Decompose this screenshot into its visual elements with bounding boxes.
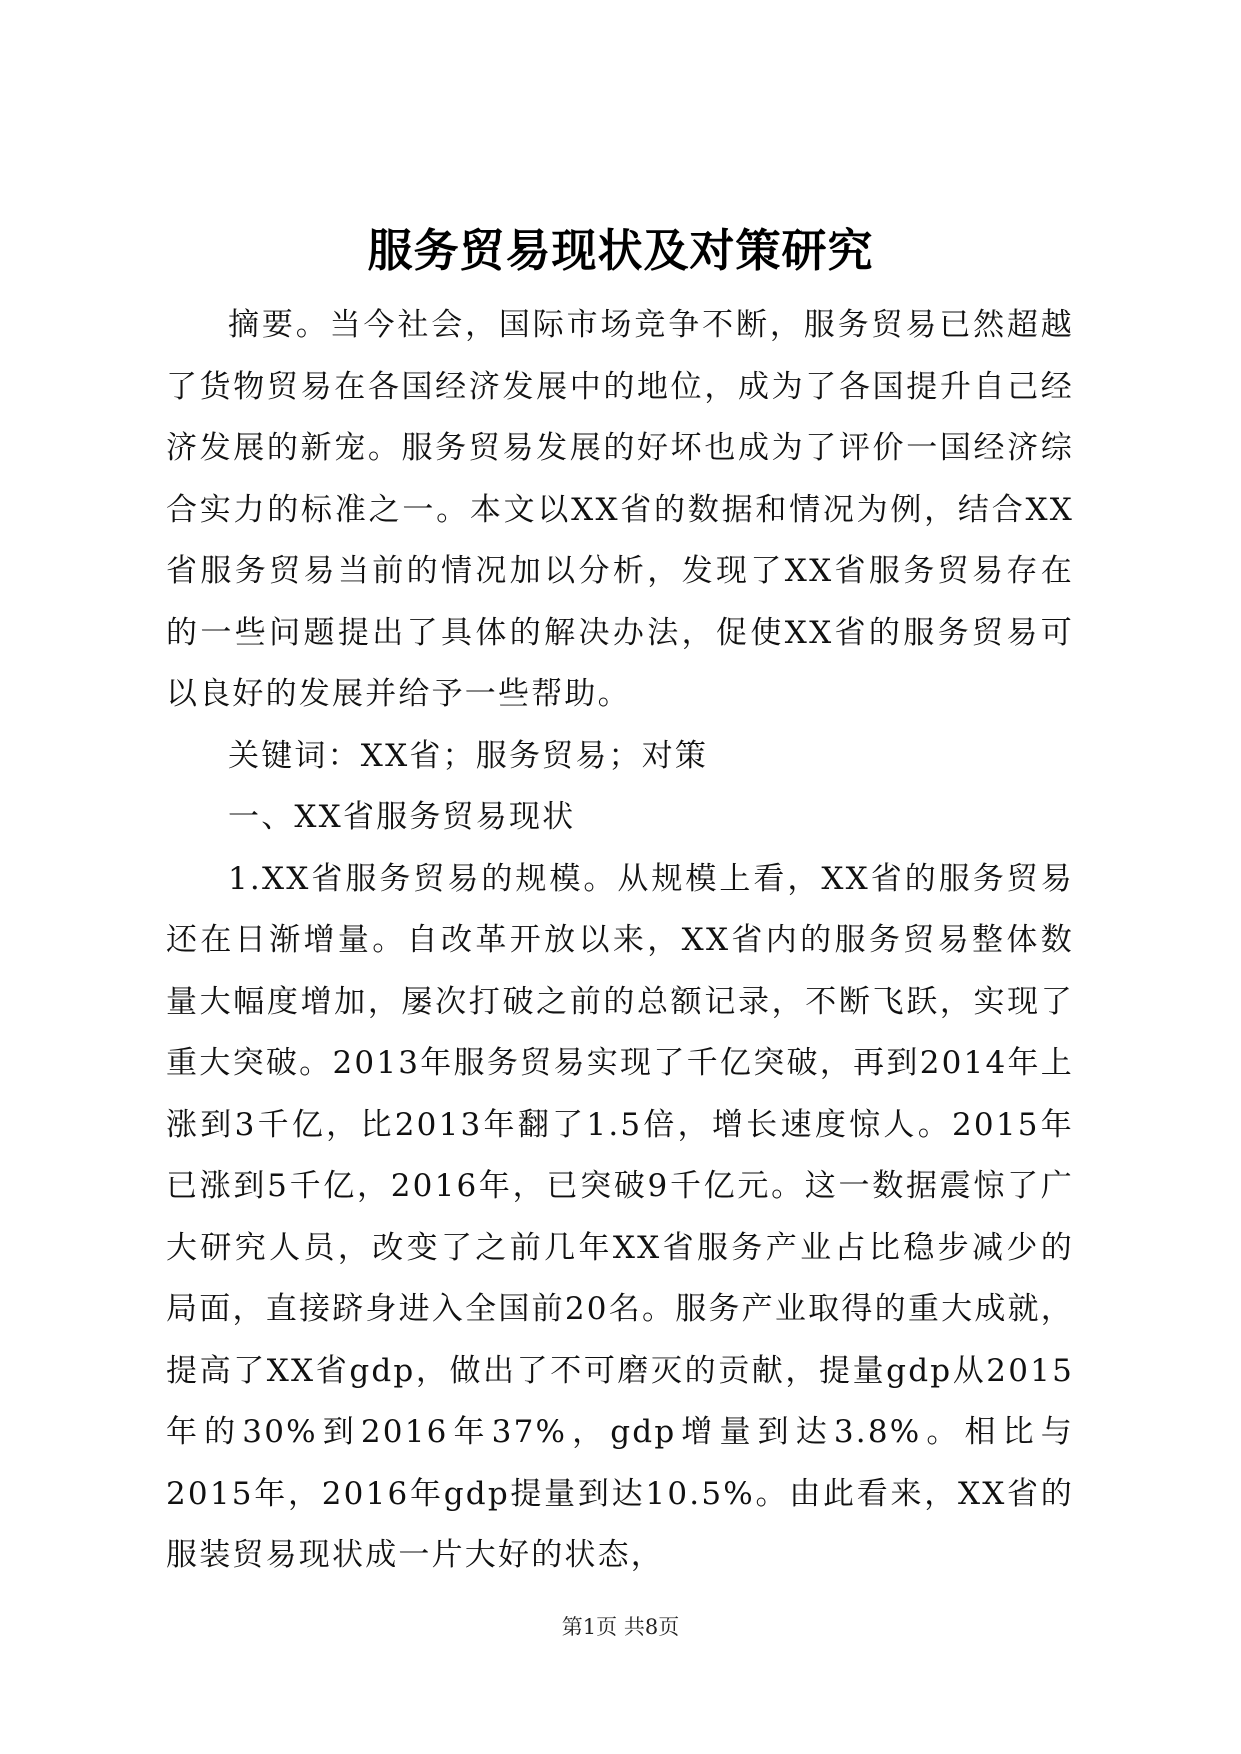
document-body xyxy=(166,295,1074,1587)
page-number-footer: 第1页 共8页 xyxy=(561,1615,680,1639)
abstract-paragraph: 摘要。当今社会，国际市场竞争不断，服务贸易已然超越了货物贸易在各国经济发展中的地位，成为了各国提升自己经济发展的新宠。服务贸易发展的好坏也成为了评价一国经济综合实力的标准之一。本文以XX省的数据和情况为例，结合XX省服务贸易当前的情况加以分析，发现了XX省服务贸易存在的一些问题提出了具体的解决办法，促使XX省的服务贸易可以良好的发展并给予一些帮助。 xyxy=(166,307,1074,712)
document-title: 服务贸易现状及对策研究 xyxy=(367,224,874,277)
keywords-paragraph: 关键词：XX省；服务贸易；对策 xyxy=(228,737,709,774)
section-heading: 一、XX省服务贸易现状 xyxy=(228,799,576,835)
body-paragraph: 1.XX省服务贸易的规模。从规模上看，XX省的服务贸易还在日渐增量。自改革开放以来，XX省内的服务贸易整体数量大幅度增加，屡次打破之前的总额记录，不断飞跃，实现了重大突破。2013年服务贸易实现了千亿突破，再到2014年上涨到3千亿，比2013年翻了1.5倍，增长速度惊人。2015年已涨到5千亿，2016年，已突破9千亿元。这一数据震惊了广大研究人员，改变了之前几年XX省服务产业占比稳步减少的局面，直接跻身进入全国前20名。服务产业取得的重大成就，提高了XX省gdp，做出了不可磨灭的贡献，提量gdp从2015年的30%到2016年37%，gdp增量到达3.8%。相比与2015年，2016年gdp提量到达10.5%。由此看来，XX省的服装贸易现状成一片大好的状态， xyxy=(166,860,1074,1573)
